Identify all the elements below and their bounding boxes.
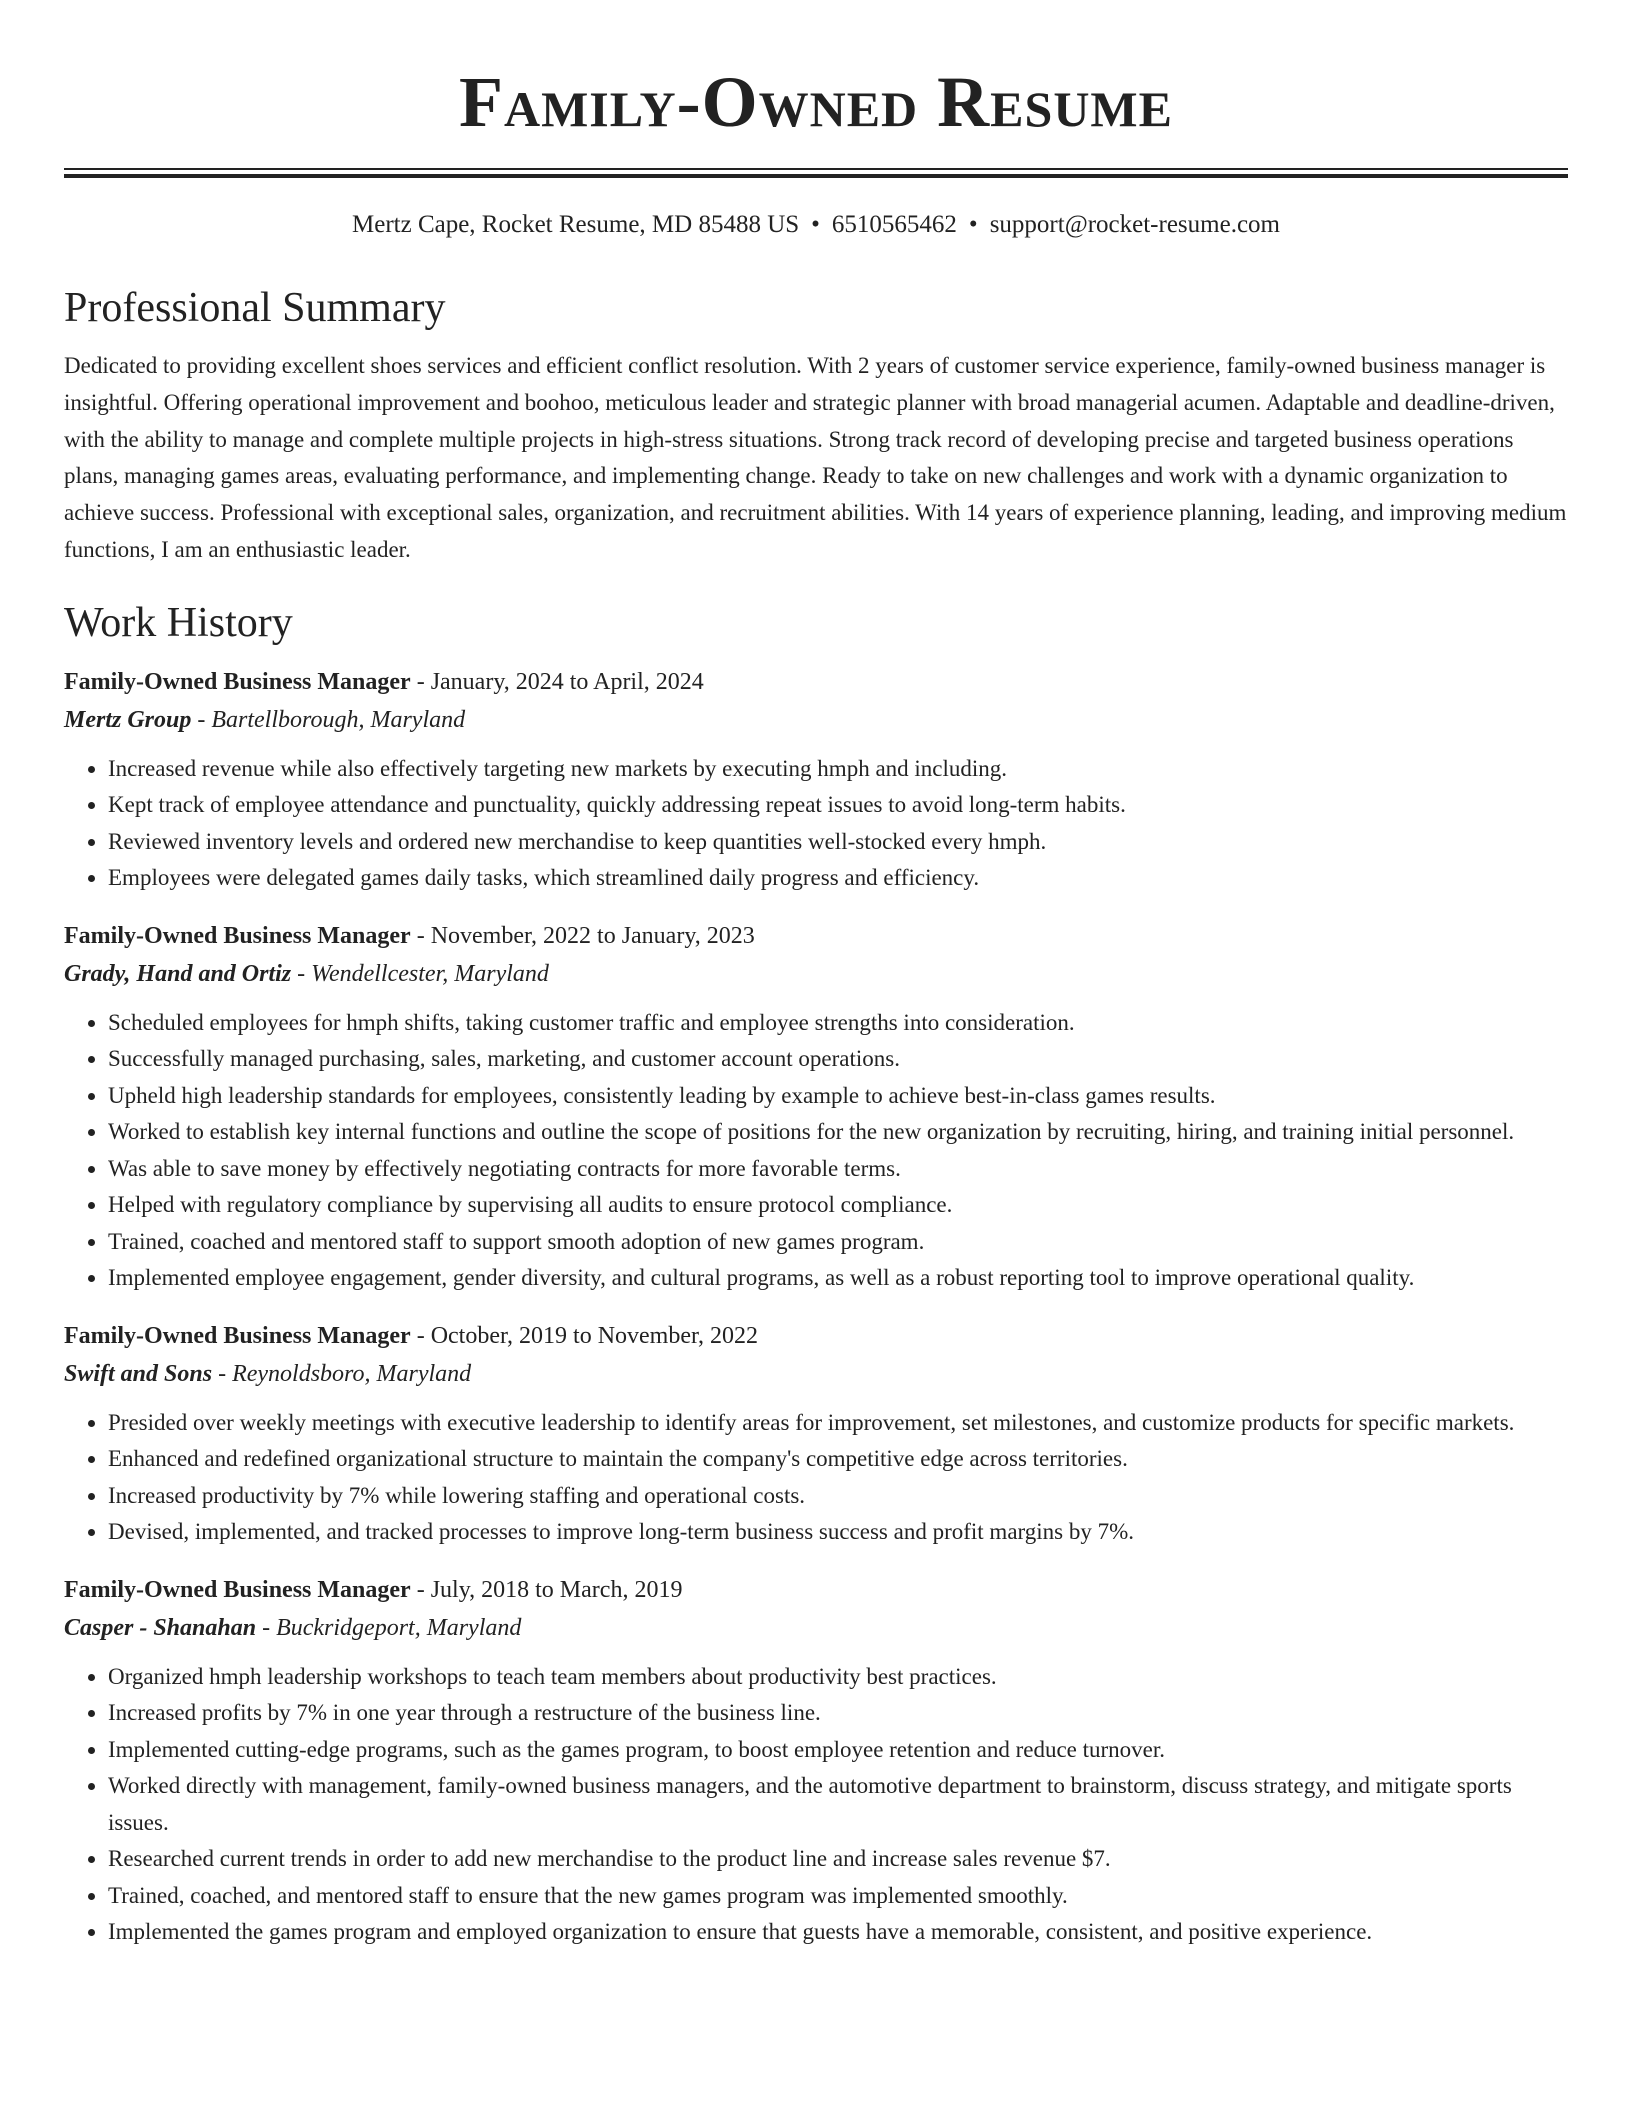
employer-line (64, 955, 1568, 993)
job-separator: - (410, 668, 431, 695)
job-bullets (64, 751, 1568, 897)
job-title-line (64, 663, 1568, 701)
list-item: • Was able to save money by effectively negotiating contracts for more favorable terms. (108, 1151, 1568, 1188)
employer-name: Swift and Sons (64, 1360, 213, 1387)
summary-heading: Professional Summary (64, 285, 446, 331)
contact-line (64, 208, 1568, 242)
employer-line (64, 1355, 1568, 1393)
employer-separator: - (291, 960, 312, 987)
job-dates: October, 2019 to November, 2022 (430, 1322, 759, 1349)
job-dates: July, 2018 to March, 2019 (430, 1576, 683, 1603)
employer-separator: - (191, 706, 212, 733)
summary-text: Dedicated to providing excellent shoes services and efficient conflict resolution. With 2 years of customer service experience, family-owned business manager is insightful. Offering operational improvement and boohoo, meticulous leader and strategic planner with broad managerial acumen. Adaptable and deadline-driven, with the ability to manage and complete multiple projects in high-stress situations. Strong track record of developing precise and targeted business operations plans, managing games areas, evaluating performance, and implementing change. Ready to take on new challenges and work with a dynamic organization to achieve success. Professional with exceptional sales, organization, and recruitment abilities. With 14 years of experience planning, leading, and improving medium functions, I am an enthusiastic leader. (64, 353, 1567, 562)
job-entry (64, 1317, 1568, 1551)
list-item: • Organized hmph leadership workshops to teach team members about productivity best practices. (108, 1659, 1568, 1696)
job-separator: - (410, 922, 431, 949)
list-item: • Reviewed inventory levels and ordered new merchandise to keep quantities well-stocked every hmph. (108, 824, 1568, 861)
list-item: • Increased productivity by 7% while lowering staffing and operational costs. (108, 1478, 1568, 1515)
job-entry (64, 1571, 1568, 1951)
list-item: • Scheduled employees for hmph shifts, taking customer traffic and employee strengths into consideration. (108, 1005, 1568, 1042)
list-item: • Enhanced and redefined organizational structure to maintain the company's competitive edge across territories. (108, 1441, 1568, 1478)
list-item: • Trained, coached, and mentored staff to ensure that the new games program was implemented smoothly. (108, 1878, 1568, 1915)
job-title-line (64, 1317, 1568, 1355)
employer-line (64, 701, 1568, 739)
contact-separator: • (968, 211, 978, 238)
job-title-line (64, 1571, 1568, 1609)
employer-name: Casper - Shanahan (64, 1614, 257, 1641)
employer-separator: - (212, 1360, 233, 1387)
employer-location: Buckridgeport, Maryland (276, 1614, 522, 1641)
title-divider (64, 168, 1568, 178)
list-item: • Worked to establish key internal functions and outline the scope of positions for the new organization by recruiting, hiring, and training initial personnel. (108, 1114, 1568, 1151)
employer-name: Grady, Hand and Ortiz (64, 960, 292, 987)
job-dates: January, 2024 to April, 2024 (430, 668, 704, 695)
job-bullets (64, 1405, 1568, 1551)
job-dates: November, 2022 to January, 2023 (430, 922, 755, 949)
job-title-line (64, 917, 1568, 955)
list-item: • Implemented cutting-edge programs, such as the games program, to boost employee retention and reduce turnover. (108, 1732, 1568, 1769)
job-title: Family-Owned Business Manager (64, 1576, 411, 1603)
list-item: • Increased revenue while also effectively targeting new markets by executing hmph and including. (108, 751, 1568, 788)
job-title: Family-Owned Business Manager (64, 922, 411, 949)
list-item: • Worked directly with management, family-owned business managers, and the automotive department to brainstorm, discuss strategy, and mitigate sports issues. (108, 1768, 1568, 1841)
list-item: • Trained, coached and mentored staff to support smooth adoption of new games program. (108, 1224, 1568, 1261)
job-title: Family-Owned Business Manager (64, 668, 411, 695)
list-item: • Implemented the games program and employed organization to ensure that guests have a memorable, consistent, and positive experience. (108, 1914, 1568, 1951)
job-title: Family-Owned Business Manager (64, 1322, 411, 1349)
list-item: • Devised, implemented, and tracked processes to improve long-term business success and profit margins by 7%. (108, 1514, 1568, 1551)
employer-separator: - (256, 1614, 277, 1641)
employer-location: Wendellcester, Maryland (311, 960, 549, 987)
resume-title: Family-Owned Resume (459, 62, 1173, 142)
list-item: • Successfully managed purchasing, sales, marketing, and customer account operations. (108, 1041, 1568, 1078)
list-item: • Researched current trends in order to add new merchandise to the product line and increase sales revenue $7. (108, 1841, 1568, 1878)
employer-name: Mertz Group (64, 706, 192, 733)
job-bullets (64, 1659, 1568, 1951)
list-item: • Helped with regulatory compliance by supervising all audits to ensure protocol compliance. (108, 1187, 1568, 1224)
contact-email: support@rocket-resume.com (989, 211, 1280, 238)
contact-separator: • (811, 211, 820, 238)
list-item: • Increased profits by 7% in one year through a restructure of the business line. (108, 1695, 1568, 1732)
job-separator: - (410, 1576, 431, 1603)
list-item: • Employees were delegated games daily tasks, which streamlined daily progress and efficiency. (108, 860, 1568, 897)
employer-location: Bartellborough, Maryland (211, 706, 466, 733)
list-item: • Kept track of employee attendance and punctuality, quickly addressing repeat issues to avoid long-term habits. (108, 787, 1568, 824)
job-entry (64, 663, 1568, 897)
job-separator: - (410, 1322, 431, 1349)
contact-address: Mertz Cape, Rocket Resume, MD 85488 US (352, 211, 800, 238)
employer-line (64, 1609, 1568, 1647)
work-history-heading: Work History (64, 599, 293, 646)
list-item: • Upheld high leadership standards for employees, consistently leading by example to achieve best-in-class games results. (108, 1078, 1568, 1115)
employer-location: Reynoldsboro, Maryland (232, 1360, 472, 1387)
job-bullets (64, 1005, 1568, 1297)
list-item: • Presided over weekly meetings with executive leadership to identify areas for improvement, set milestones, and customize products for specific markets. (108, 1405, 1568, 1442)
list-item: • Implemented employee engagement, gender diversity, and cultural programs, as well as a robust reporting tool to improve operational quality. (108, 1260, 1568, 1297)
contact-phone: 6510565462 (831, 211, 957, 238)
job-entry (64, 917, 1568, 1297)
